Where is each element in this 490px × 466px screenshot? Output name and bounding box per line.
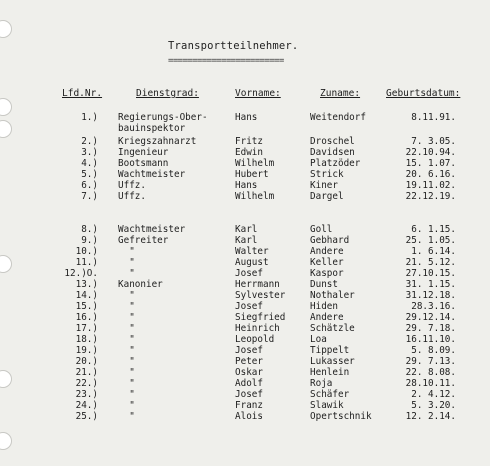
last-name-cell: Henlein (310, 367, 350, 378)
row-number: 7.) (81, 191, 98, 202)
birth-date-cell: 25. 1.05. (405, 235, 456, 246)
table-row (0, 345, 490, 356)
birth-date-cell: 29. 7.13. (405, 356, 456, 367)
table-row (0, 147, 490, 158)
first-name-cell: Wilhelm (235, 158, 275, 169)
table-row (0, 301, 490, 312)
first-name-cell: Heinrich (235, 323, 280, 334)
last-name-cell: Kaspor (310, 268, 344, 279)
row-number: 19.) (75, 345, 98, 356)
birth-date-cell: 8.11.91. (411, 112, 456, 123)
birth-date-cell: 1. 6.14. (411, 246, 456, 257)
table-row (0, 180, 490, 191)
table-row (0, 290, 490, 301)
first-name-cell: Edwin (235, 147, 263, 158)
first-name-cell: Leopold (235, 334, 275, 345)
birth-date-cell: 20. 6.16. (405, 169, 456, 180)
table-row (0, 279, 490, 290)
table-row (0, 158, 490, 169)
row-number: 20.) (75, 356, 98, 367)
first-name-cell: Wilhelm (235, 191, 275, 202)
table-row (0, 356, 490, 367)
table-row (0, 169, 490, 180)
row-number: 12.)O. (64, 268, 98, 279)
first-name-cell: Hubert (235, 169, 269, 180)
first-name-cell: Josef (235, 301, 263, 312)
birth-date-cell: 21. 5.12. (405, 257, 456, 268)
first-name-cell: Hans (235, 112, 258, 123)
first-name-cell: Franz (235, 400, 263, 411)
header-first-name: Vorname: (235, 88, 281, 99)
rank-cell: " (118, 290, 135, 301)
rank-cell: Uffz. (118, 191, 146, 202)
first-name-cell: Siegfried (235, 312, 286, 323)
row-number: 11.) (75, 257, 98, 268)
rank-cell: bauinspektor (118, 123, 186, 134)
row-number: 14.) (75, 290, 98, 301)
birth-date-cell: 27.10.15. (405, 268, 456, 279)
birth-date-cell: 7. 3.05. (411, 136, 456, 147)
last-name-cell: Keller (310, 257, 344, 268)
table-row (0, 136, 490, 147)
row-number: 18.) (75, 334, 98, 345)
row-number: 21.) (75, 367, 98, 378)
row-number: 24.) (75, 400, 98, 411)
last-name-cell: Andere (310, 246, 344, 257)
rank-cell: Uffz. (118, 180, 146, 191)
first-name-cell: Karl (235, 224, 258, 235)
birth-date-cell: 29.12.14. (405, 312, 456, 323)
birth-date-cell: 16.11.10. (405, 334, 456, 345)
last-name-cell: Hiden (310, 301, 338, 312)
rank-cell: " (118, 400, 135, 411)
birth-date-cell: 29. 7.18. (405, 323, 456, 334)
birth-date-cell: 6. 1.15. (411, 224, 456, 235)
birth-date-cell: 31. 1.15. (405, 279, 456, 290)
row-number: 15.) (75, 301, 98, 312)
first-name-cell: Peter (235, 356, 263, 367)
last-name-cell: Gebhard (310, 235, 350, 246)
first-name-cell: Josef (235, 268, 263, 279)
rank-cell: Kanonier (118, 279, 163, 290)
last-name-cell: Weitendorf (310, 112, 366, 123)
birth-date-cell: 22. 8.08. (405, 367, 456, 378)
rank-cell: Gefreiter (118, 235, 169, 246)
first-name-cell: Herrmann (235, 279, 280, 290)
punch-hole (0, 20, 12, 38)
last-name-cell: Goll (310, 224, 333, 235)
header-nr: Lfd.Nr. (62, 88, 103, 99)
rank-cell: Wachtmeister (118, 169, 186, 180)
last-name-cell: Kiner (310, 180, 338, 191)
last-name-cell: Nothaler (310, 290, 355, 301)
last-name-cell: Loa (310, 334, 327, 345)
header-birth-date: Geburtsdatum: (386, 88, 461, 99)
first-name-cell: Karl (235, 235, 258, 246)
rank-cell: " (118, 257, 135, 268)
table-row (0, 257, 490, 268)
document-title: Transportteilnehmer. (168, 40, 299, 52)
table-row (0, 312, 490, 323)
birth-date-cell: 22.12.19. (405, 191, 456, 202)
rank-cell: " (118, 246, 135, 257)
last-name-cell: Andere (310, 312, 344, 323)
row-number: 10.) (75, 246, 98, 257)
row-number: 2.) (81, 136, 98, 147)
table-row (0, 246, 490, 257)
table-row (0, 367, 490, 378)
first-name-cell: Josef (235, 389, 263, 400)
birth-date-cell: 2. 4.12. (411, 389, 456, 400)
punch-hole (0, 432, 12, 450)
table-row (0, 191, 490, 202)
birth-date-cell: 15. 1.07. (405, 158, 456, 169)
row-number: 16.) (75, 312, 98, 323)
row-number: 3.) (81, 147, 98, 158)
header-rank: Dienstgrad: (136, 88, 199, 99)
last-name-cell: Tippelt (310, 345, 350, 356)
table-row (0, 334, 490, 345)
last-name-cell: Dargel (310, 191, 344, 202)
row-number: 25.) (75, 411, 98, 422)
last-name-cell: Opertschnik (310, 411, 372, 422)
birth-date-cell: 5. 3.20. (411, 400, 456, 411)
rank-cell: " (118, 334, 135, 345)
row-number: 1.) (81, 112, 98, 123)
rank-cell: " (118, 301, 135, 312)
first-name-cell: Sylvester (235, 290, 286, 301)
rank-cell: " (118, 323, 135, 334)
table-row (0, 112, 490, 123)
table-row (0, 235, 490, 246)
row-number: 23.) (75, 389, 98, 400)
first-name-cell: Walter (235, 246, 269, 257)
rank-cell: Bootsmann (118, 158, 169, 169)
rank-cell: Kriegszahnarzt (118, 136, 197, 147)
rank-cell: " (118, 389, 135, 400)
row-number: 13.) (75, 279, 98, 290)
header-last-name: Zuname: (320, 88, 361, 99)
rank-cell: " (118, 367, 135, 378)
birth-date-cell: 22.10.94. (405, 147, 456, 158)
rank-cell: Regierungs-Ober- (118, 112, 208, 123)
first-name-cell: Oskar (235, 367, 263, 378)
first-name-cell: Josef (235, 345, 263, 356)
birth-date-cell: 5. 8.09. (411, 345, 456, 356)
rank-cell: " (118, 312, 135, 323)
table-row (0, 400, 490, 411)
last-name-cell: Strick (310, 169, 344, 180)
birth-date-cell: 31.12.18. (405, 290, 456, 301)
first-name-cell: Adolf (235, 378, 263, 389)
first-name-cell: Alois (235, 411, 263, 422)
table-row (0, 123, 490, 134)
table-row (0, 323, 490, 334)
rank-cell: " (118, 356, 135, 367)
table-row (0, 224, 490, 235)
first-name-cell: Hans (235, 180, 258, 191)
first-name-cell: Fritz (235, 136, 263, 147)
last-name-cell: Droschel (310, 136, 355, 147)
first-name-cell: August (235, 257, 269, 268)
rank-cell: " (118, 268, 135, 279)
birth-date-cell: 19.11.02. (405, 180, 456, 191)
row-number: 22.) (75, 378, 98, 389)
last-name-cell: Lukasser (310, 356, 355, 367)
rank-cell: Ingenieur (118, 147, 169, 158)
last-name-cell: Schätzle (310, 323, 355, 334)
last-name-cell: Platzöder (310, 158, 361, 169)
row-number: 5.) (81, 169, 98, 180)
row-number: 4.) (81, 158, 98, 169)
row-number: 6.) (81, 180, 98, 191)
birth-date-cell: 28.3.16. (411, 301, 456, 312)
row-number: 8.) (81, 224, 98, 235)
table-row (0, 268, 490, 279)
last-name-cell: Dunst (310, 279, 338, 290)
birth-date-cell: 28.10.11. (405, 378, 456, 389)
rank-cell: " (118, 345, 135, 356)
table-row (0, 411, 490, 422)
rank-cell: " (118, 411, 135, 422)
row-number: 9.) (81, 235, 98, 246)
title-underline: ======================== (168, 56, 284, 66)
last-name-cell: Slawik (310, 400, 344, 411)
table-row (0, 378, 490, 389)
last-name-cell: Davidsen (310, 147, 355, 158)
rank-cell: " (118, 378, 135, 389)
birth-date-cell: 12. 2.14. (405, 411, 456, 422)
last-name-cell: Roja (310, 378, 333, 389)
rank-cell: Wachtmeister (118, 224, 186, 235)
last-name-cell: Schäfer (310, 389, 350, 400)
row-number: 17.) (75, 323, 98, 334)
table-row (0, 389, 490, 400)
